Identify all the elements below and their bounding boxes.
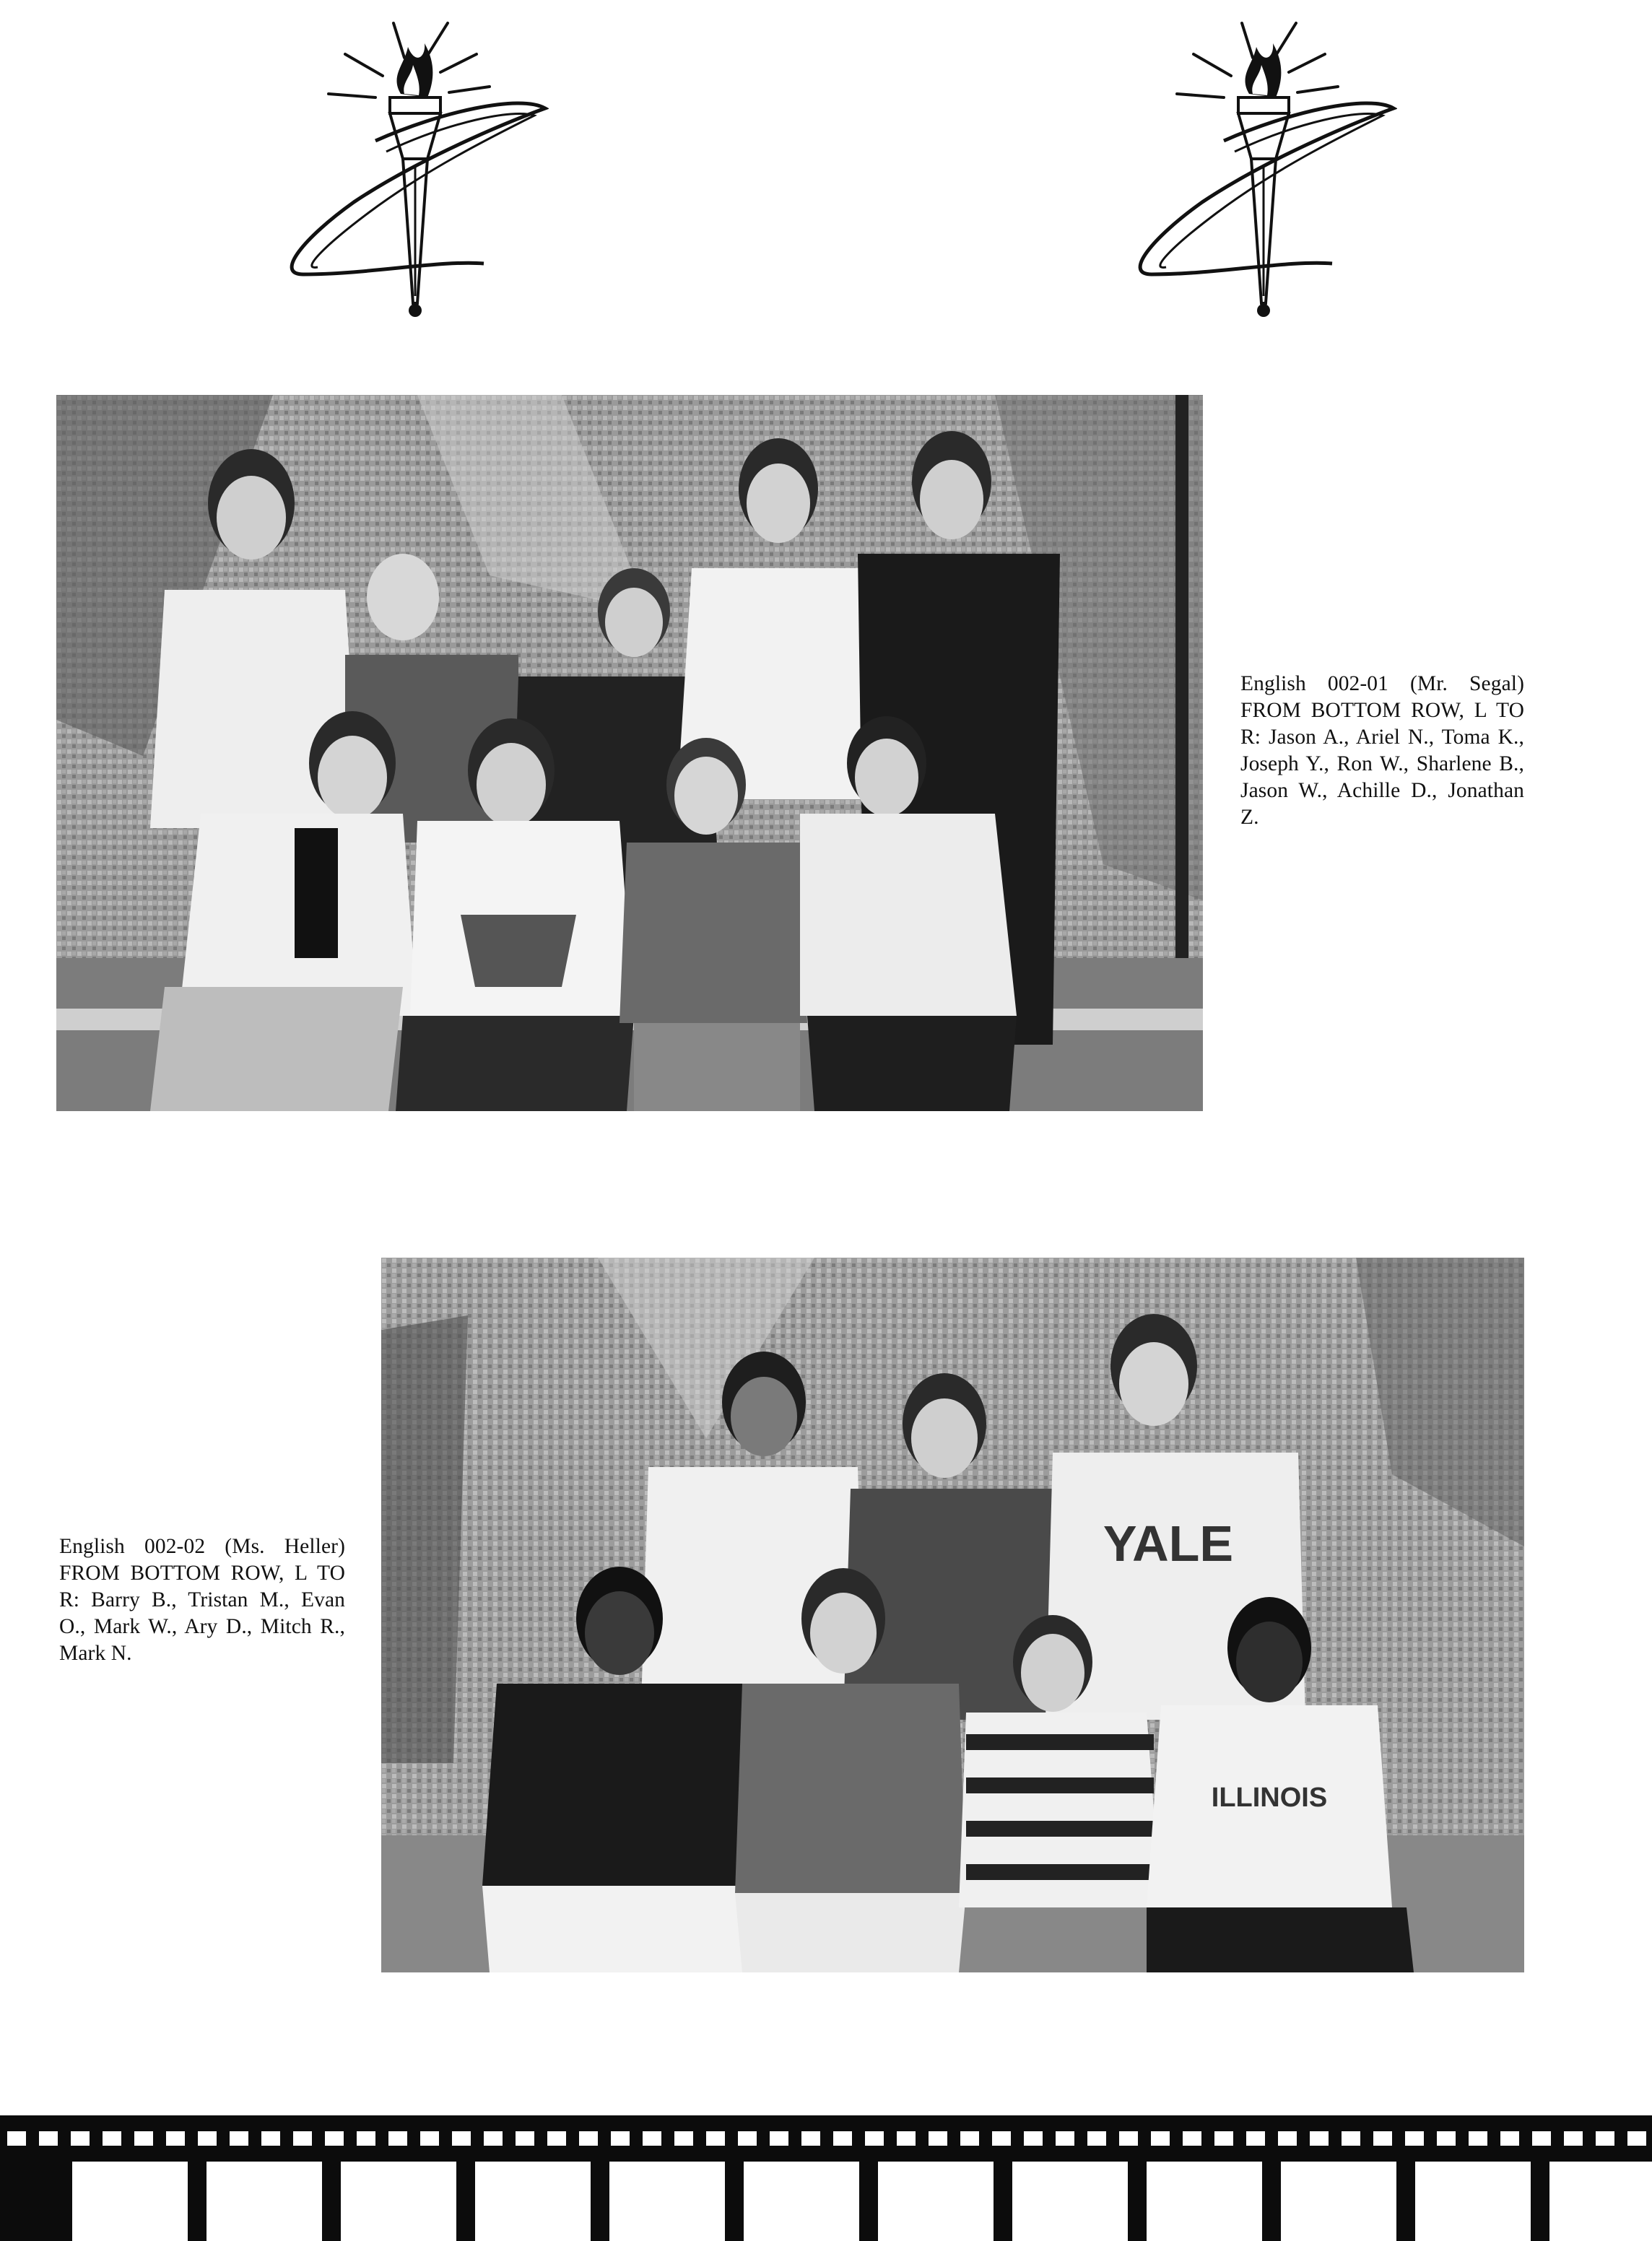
sprocket-hole: [7, 2131, 26, 2146]
sprocket-hole: [484, 2131, 503, 2146]
sprocket-hole: [1183, 2131, 1201, 2146]
sprocket-hole: [865, 2131, 884, 2146]
sprocket-hole: [1500, 2131, 1519, 2146]
sprocket-hole: [1246, 2131, 1265, 2146]
caption-class-2: English 002-02 (Ms. Heller) FROM BOTTOM ROW, L TO R: Barry B., Tristan M., Evan O., Mark W., Ary D., Mitch R., Mark N.: [59, 1535, 345, 1665]
sprocket-hole: [1278, 2131, 1297, 2146]
sprocket-hole: [1564, 2131, 1583, 2146]
sprocket-hole: [134, 2131, 153, 2146]
sprocket-hole: [674, 2131, 693, 2146]
sprocket-hole: [1532, 2131, 1551, 2146]
film-frame: [1012, 2162, 1128, 2241]
sprocket-hole: [611, 2131, 630, 2146]
sprocket-hole: [1627, 2131, 1646, 2146]
sprocket-hole: [1087, 2131, 1106, 2146]
sprocket-hole: [547, 2131, 566, 2146]
film-frame: [1549, 2162, 1652, 2241]
film-frame: [744, 2162, 859, 2241]
sprocket-hole: [706, 2131, 725, 2146]
film-frame: [341, 2162, 456, 2241]
caption-class-1: English 002-01 (Mr. Segal) FROM BOTTOM ROW, L TO R: Jason A., Ariel N., Toma K., Joseph Y., Ron W., Sharlene B., Jason W., Achille D., Jonathan Z.: [1240, 672, 1524, 829]
filmstrip-border: [0, 2115, 1652, 2241]
sprocket-hole: [325, 2131, 344, 2146]
sprocket-hole: [960, 2131, 979, 2146]
sprocket-hole: [579, 2131, 598, 2146]
sprocket-hole: [1596, 2131, 1614, 2146]
class-photo-english-002-01: [56, 395, 1203, 1111]
sprocket-hole: [1119, 2131, 1138, 2146]
sprocket-hole: [293, 2131, 312, 2146]
sprocket-hole: [1024, 2131, 1043, 2146]
sprocket-hole: [388, 2131, 407, 2146]
film-frame: [878, 2162, 994, 2241]
sprocket-hole: [357, 2131, 375, 2146]
film-frame: [72, 2162, 188, 2241]
sprocket-hole: [1310, 2131, 1329, 2146]
shirt-text-yale: YALE: [1103, 1515, 1234, 1572]
sprocket-hole: [1214, 2131, 1233, 2146]
film-frame: [1281, 2162, 1396, 2241]
sprocket-hole: [516, 2131, 534, 2146]
shirt-text-illinois: ILLINOIS: [1211, 1783, 1328, 1813]
torch-emblem-right-icon: [1108, 14, 1397, 332]
sprocket-hole: [230, 2131, 248, 2146]
sprocket-hole: [452, 2131, 471, 2146]
sprocket-hole: [1056, 2131, 1074, 2146]
film-frame: [1415, 2162, 1531, 2241]
sprocket-hole: [1151, 2131, 1170, 2146]
sprocket-hole: [738, 2131, 757, 2146]
sprocket-hole: [833, 2131, 852, 2146]
torch-emblem-left-icon: [260, 14, 549, 332]
sprocket-hole: [198, 2131, 217, 2146]
class-photo-english-002-02: [381, 1258, 1524, 1972]
sprocket-hole: [261, 2131, 280, 2146]
sprocket-hole: [39, 2131, 58, 2146]
sprocket-hole: [897, 2131, 916, 2146]
sprocket-hole: [420, 2131, 439, 2146]
sprocket-hole: [71, 2131, 90, 2146]
sprocket-hole: [1342, 2131, 1360, 2146]
sprocket-hole: [166, 2131, 185, 2146]
sprocket-hole: [770, 2131, 788, 2146]
film-frame: [206, 2162, 322, 2241]
sprocket-hole: [103, 2131, 121, 2146]
sprocket-hole: [1437, 2131, 1456, 2146]
film-frame: [1147, 2162, 1262, 2241]
sprocket-hole: [1373, 2131, 1392, 2146]
film-frame: [609, 2162, 725, 2241]
sprocket-hole: [643, 2131, 661, 2146]
sprocket-hole: [992, 2131, 1011, 2146]
sprocket-hole: [1405, 2131, 1424, 2146]
sprocket-hole: [801, 2131, 820, 2146]
film-frame: [475, 2162, 591, 2241]
sprocket-hole: [1469, 2131, 1487, 2146]
sprocket-hole: [929, 2131, 947, 2146]
